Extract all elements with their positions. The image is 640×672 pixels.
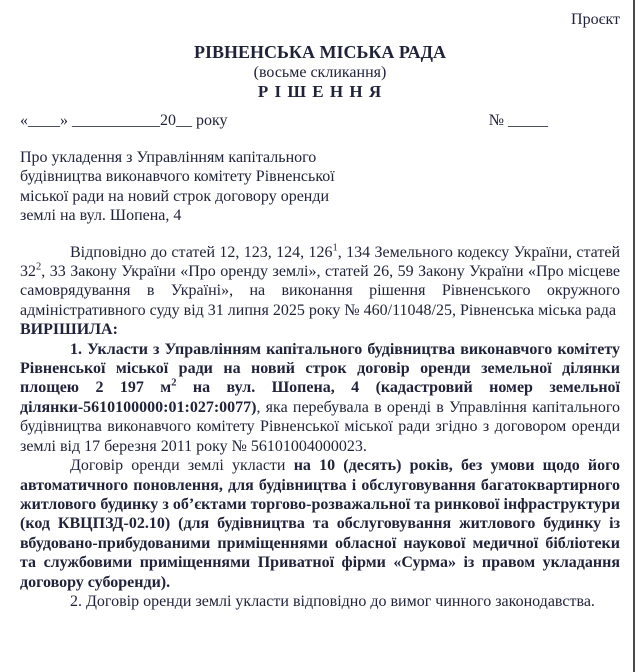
- point-1-paragraph: 1. Укласти з Управлінням капітального будівництва виконавчого комітету Рівненської міської ради на новий строк договір оренди земельної ділянки площею 2 197 $м^2$ на вул. Шопена, 4 (кадастровий номер земельної ділянки-5610100000:01:027:0077), яка перебувала в оренді в Управління капітального будівництва виконавчого комітету Рівненської міської ради згідно з договором оренди землі від 17 березня 2011 року № 56101004000023.: [20, 340, 620, 455]
- subject-line: землі на вул. Шопена, 4: [20, 207, 182, 225]
- subject-block: [20, 148, 620, 226]
- document-body: [20, 243, 620, 612]
- convocation-line: (восьме скликання): [253, 64, 387, 81]
- subject-line: будівництва виконавчого комітету Рівненської: [20, 168, 335, 186]
- project-label: Проєкт: [571, 11, 620, 28]
- document-type-title: Р І Ш Е Н Н Я: [257, 82, 383, 101]
- preamble-paragraph: Відповідно до статей 12, 123, 124, $126^1$, 134 Земельного кодексу України, статей $32^2$, 33 Закону України «Про оренду землі», статей 26, 59 Закону України «Про місцеве самоврядування в Україні», на виконання рішення Рівненського окружного адміністративного суду від 31 липня 2025 року № 460/11048/25, Рівненська міська рада: [20, 242, 621, 319]
- lease-terms-paragraph: Договір оренди землі укласти на 10 (десять) років, без умови щодо його автоматичного поновлення, для будівництва і обслуговування багатоквартирного житлового будинку з об’єктами торгово-розважальної та ринкової інфраструктури (код КВЦПЗД-02.10) (для будівництва та обслуговування житлового будинку із вбудовано-прибудованими приміщеннями обласної наукової медичної бібліотеки та службовими приміщеннями Приватної фірми «Сурма» із правом укладання договору суборенди).: [20, 457, 621, 591]
- subject-line: міської ради на новий строк договору оренди: [20, 187, 330, 205]
- date-number-row: [20, 111, 620, 130]
- number-blank: № _____: [488, 112, 548, 129]
- subject-line: Про укладення з Управлінням капітального: [20, 149, 317, 166]
- point-2-paragraph: 2. Договір оренди землі укласти відповідно до вимог чинного законодавства.: [70, 592, 595, 610]
- resolved-label: ВИРІШИЛА:: [20, 321, 118, 339]
- date-blank: «____» ___________20__ року: [20, 112, 228, 129]
- council-name: РІВНЕНСЬКА МІСЬКА РАДА: [194, 42, 446, 62]
- page-edge-rule: [633, 0, 635, 672]
